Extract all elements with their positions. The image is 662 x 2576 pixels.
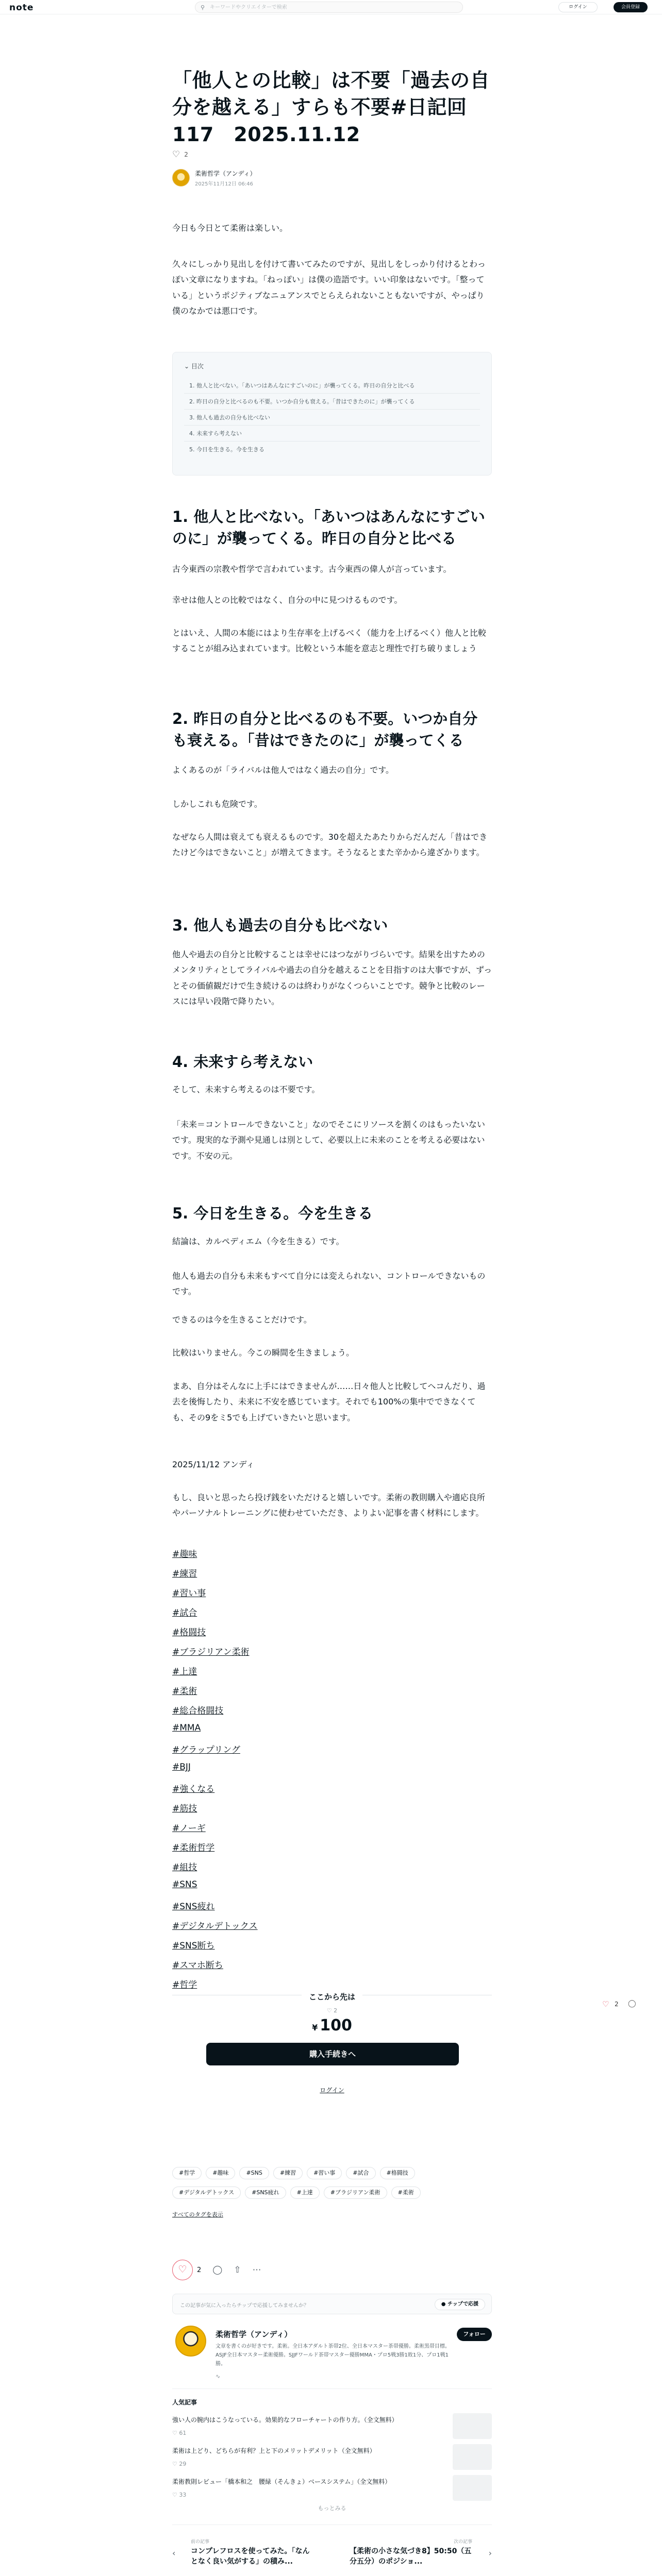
prev-label: 前の記事 [191, 2539, 210, 2545]
section-paragraph: 他人や過去の自分と比較することは幸せにはつながりづらいです。結果を出すためのメンタリティとしてライバルや過去の自分を越えることを目指すのは大事ですが、ずっとその価値観だけで生き続けるのは終わりがなくつらいことです。競争と比較のレースには早い段階で降りたい。 [172, 950, 492, 1007]
note-logo[interactable]: note [9, 3, 34, 13]
hashtag-link[interactable]: #試合 [172, 1608, 197, 1618]
divider [172, 2388, 492, 2389]
currency-symbol: ¥ [312, 2023, 318, 2032]
coin-icon: ● [441, 2301, 446, 2307]
popular-item[interactable] [172, 2444, 492, 2475]
more-link[interactable]: もっとみる [318, 2505, 346, 2512]
section-paragraph: 他人も過去の自分も未来もすべて自分には変えられない、コントロールできないものです。 [172, 1271, 486, 1297]
heart-icon[interactable]: ♡ [172, 149, 180, 160]
tag-pill[interactable]: #SNS [239, 2167, 269, 2179]
section-heading-3: 3. 他人も過去の自分も比べない [172, 917, 388, 934]
toc-heading[interactable] [184, 362, 480, 370]
hashtag-link[interactable]: #上達 [172, 1667, 197, 1677]
section-paragraph: なぜなら人間は衰えても衰えるものです。30を超えたあたりからだんだん「昔はできたけど今はできないこと」が増えてきます。そうなるとまた辛かから違ざかります。 [172, 832, 488, 858]
tip-button-label: チップで応援 [448, 2301, 478, 2307]
prev-article-title[interactable]: コンプレフロスを使ってみた。「なんとなく良い気がする」の積み... [191, 2547, 310, 2566]
tag-pill[interactable]: #デジタルデトックス [172, 2187, 241, 2199]
action-row [172, 2260, 492, 2280]
divider [172, 2524, 492, 2525]
hashtag-link[interactable]: #柔術 [172, 1686, 197, 1697]
popular-item-title[interactable]: 柔術教則レビュー「橋本和之 腰緑（そんきょ）ベースシステム」（全文無料） [172, 2478, 391, 2485]
search-icon: ⚲ [201, 4, 205, 11]
comment-icon[interactable]: ◯ [212, 2265, 223, 2275]
tag-pill[interactable]: #試合 [346, 2167, 375, 2179]
popular-item-thumbnail[interactable] [453, 2444, 492, 2470]
floating-like-count: 2 [615, 2001, 619, 2008]
tag-pill[interactable]: #SNS疲れ [245, 2187, 286, 2199]
section-paragraph: まあ、自分はそんなに上手にはできませんが……日々他人と比較してヘコんだり、過去を後悔したり、未来に不安を感じています。それでも100%の集中でできなくても、その9をミ5でも上げていきたいと思います。 [172, 1381, 486, 1422]
popular-heading: 人気記事 [172, 2399, 197, 2406]
popular-item-title[interactable]: 強い人の腕内はこうなっている。効果的なフローチャートの作り方。（全文無料） [172, 2416, 398, 2424]
tag-pill[interactable]: #柔術 [391, 2187, 421, 2199]
signup-button[interactable]: 会員登録 [614, 2, 648, 12]
tip-box [172, 2294, 492, 2314]
hashtag-link[interactable]: #ノーギ [172, 1823, 206, 1834]
paywall-label [172, 1991, 492, 2002]
rss-icon[interactable]: ∿ [216, 2373, 221, 2380]
popular-like-count: 29 [179, 2461, 187, 2467]
price-value: 100 [320, 2016, 352, 2035]
section-paragraph: とはいえ、人間の本能にはより生存率を上げるべく（能力を上げるべく）他人と比較することが組み込まれています。比較という本能を意志と理性で打ち破りましょう [172, 628, 486, 654]
hashtag-link[interactable]: #デジタルデトックス [172, 1921, 258, 1931]
hashtag-link[interactable]: #趣味 [172, 1549, 197, 1560]
section-paragraph: できるのは今を生きることだけです。 [172, 1315, 312, 1325]
hashtag-link[interactable]: #組技 [172, 1862, 197, 1873]
popular-like-count: 61 [179, 2430, 187, 2436]
publish-date: 2025年11月12日 06:46 [195, 181, 253, 187]
section-paragraph: 「未来＝コントロールできないこと」なのでそこにリソースを割くのはもったいないです。現実的な予測や見通しは別として、必要以上に未来のことを考える必要はないです。不安の元。 [172, 1120, 485, 1161]
author-avatar[interactable] [172, 169, 190, 187]
hashtag-link[interactable]: #総合格闘技 [172, 1706, 224, 1716]
next-article-title[interactable]: 【柔術の小さな気づき8】50:50（五分五分）のポジショ... [350, 2547, 472, 2566]
hashtag-link[interactable]: #グラップリング [172, 1745, 240, 1755]
popular-item-likes: ♡ 61 [172, 2430, 187, 2436]
hashtag-link[interactable]: #柔術哲学 [172, 1843, 215, 1853]
tag-pill[interactable]: #哲学 [172, 2167, 202, 2179]
tag-pill-row [172, 2187, 492, 2199]
popular-item[interactable] [172, 2413, 492, 2444]
section-heading-5: 5. 今日を生きる。今を生きる [172, 1205, 373, 1222]
section-paragraph: よくあるのが「ライバルは他人ではなく過去の自分」です。 [172, 765, 394, 775]
tag-pill[interactable]: #ブラジリアン柔術 [324, 2187, 387, 2199]
prev-next-nav [172, 2537, 492, 2573]
hashtag-link[interactable]: #格闘技 [172, 1628, 206, 1638]
section-paragraph: 古今東西の宗教や哲学で言われています。古今東西の偉人が言っています。 [172, 564, 452, 574]
hashtag-link[interactable]: #習い事 [172, 1588, 206, 1599]
like-count: 2 [197, 2266, 202, 2274]
like-button[interactable] [172, 2260, 193, 2280]
profile-name[interactable]: 柔術哲学（アンディ） [216, 2330, 292, 2339]
toc-item[interactable]: 5. 今日を生きる。今を生きる [189, 446, 264, 453]
author-profile [172, 2326, 492, 2382]
hashtag-link[interactable]: #ブラジリアン柔術 [172, 1647, 250, 1657]
author-row [172, 167, 492, 188]
tag-pill[interactable]: #趣味 [206, 2167, 235, 2179]
tag-pill-row [172, 2167, 492, 2179]
profile-bio: 文章を書くのが好きです。柔術。全日本アダルト茶帯2位、全日本マスター茶帯優勝。柔術黒帯目標。ASJF全日本マスター柔術優勝。SJJFワールド茶帯マスター優勝MMA・プロ5戦3勝1敗1分、プロ1戦1勝。 [216, 2344, 450, 2367]
section-heading-1: 1. 他人と比べない。「あいつはあんなにすごいのに」が襲ってくる。昨日の自分と比べる [172, 508, 485, 548]
toc-item[interactable]: 1. 他人と比べない。「あいつはあんなにすごいのに」が襲ってくる。昨日の自分と比べる [184, 378, 480, 394]
popular-item[interactable] [172, 2475, 492, 2506]
chevron-down-icon: ⌄ [184, 363, 190, 370]
paywall-likes: ♡ 2 [326, 2007, 338, 2014]
author-name[interactable]: 柔術哲学（アンディ） [195, 170, 256, 177]
share-icon[interactable]: ⇧ [234, 2265, 241, 2275]
comment-icon[interactable]: ◯ [628, 1999, 636, 2008]
popular-like-count: 33 [179, 2492, 187, 2498]
tag-pill[interactable]: #習い事 [307, 2167, 342, 2179]
section-heading-4: 4. 未来すら考えない [172, 1053, 313, 1071]
signature-line: 2025/11/12 アンディ [172, 1460, 255, 1469]
intro-paragraph-2: 久々にしっかり見出しを付けて書いてみたのですが、見出しをしっかり付けるとわっぽい文章になりますね。「ねっぽい」は僕の造語です。いい印象はないです。「整っている」というポジティブなニュアンスでとらえられないこともないですが、やっぱり僕のなかでは悪口です。 [172, 259, 486, 316]
author-avatar[interactable] [175, 2326, 206, 2357]
heart-icon[interactable]: ♡ [602, 1999, 609, 2009]
hashtag-link[interactable]: #BJJ [172, 1762, 191, 1772]
tip-text: この記事が気に入ったらチップで応援してみませんか？ [180, 2303, 309, 2309]
more-icon[interactable]: ⋯ [252, 2265, 261, 2275]
like-count: 2 [184, 151, 188, 158]
tag-pill[interactable]: #上達 [290, 2187, 320, 2199]
toc-item[interactable]: 3. 他人も過去の自分も比べない [184, 410, 480, 426]
like-summary [172, 149, 492, 160]
global-header [0, 0, 662, 14]
section-paragraph: 結論は、カルペディエム（今を生きる）です。 [172, 1236, 344, 1246]
hashtag-link[interactable]: #SNS断ち [172, 1941, 215, 1951]
hashtag-link[interactable]: #MMA [172, 1723, 201, 1733]
popular-item-thumbnail[interactable] [453, 2475, 492, 2501]
table-of-contents [172, 352, 492, 476]
paywall-label-text: ここから先は [302, 1992, 362, 2002]
section-paragraph: そして、未来すら考えるのは不要です。 [172, 1084, 320, 1094]
tip-button[interactable] [435, 2299, 485, 2310]
hashtag-link[interactable]: #SNS [172, 1879, 197, 1890]
follow-button[interactable]: フォロー [457, 2328, 492, 2341]
toc-heading-label: 目次 [191, 363, 204, 370]
popular-item-title[interactable]: 柔術は上どり、どちらが有利？上と下のメリットデメリット（全文無料） [172, 2447, 376, 2454]
section-paragraph: 幸せは他人との比較ではなく、自分の中に見つけるものです。 [172, 595, 403, 605]
hashtag-link[interactable]: #哲学 [172, 1980, 197, 1990]
section-paragraph: もし、良いと思ったら投げ銭をいただけると嬉しいです。柔術の教則購入や適応良所やパーソナルトレーニングに使わせていただき、よりよい記事を書く材料にします。 [172, 1493, 485, 1518]
popular-item-likes: ♡ 29 [172, 2461, 187, 2467]
all-tags-link[interactable]: すべてのタグを表示 [172, 2211, 223, 2218]
article-title: 「他人との比較」は不要「過去の自分を越える」すらも不要#日記回117 2025.11.12 [172, 69, 490, 146]
toc-item[interactable]: 2. 昨日の自分と比べるのも不要。いつか自分も衰える。「昔はできたのに」が襲ってくる [184, 394, 480, 410]
hashtag-link[interactable]: #SNS疲れ [172, 1902, 215, 1912]
section-paragraph: しかしこれも危険です。 [172, 799, 262, 809]
intro-paragraph-1: 今日も今日とて柔術は楽しい。 [172, 223, 288, 233]
section-heading-2: 2. 昨日の自分と比べるのも不要。いつか自分も衰える。「昔はできたのに」が襲ってくる [172, 710, 478, 750]
price [172, 2016, 492, 2035]
purchase-button[interactable]: 購入手続きへ [206, 2043, 459, 2065]
next-label: 次の記事 [454, 2539, 473, 2545]
tag-pill[interactable]: #練習 [273, 2167, 303, 2179]
paywall-login-link[interactable]: ログイン [320, 2087, 344, 2094]
chevron-right-icon[interactable]: › [488, 2548, 492, 2558]
toc-item[interactable]: 4. 未来すら考えない [184, 426, 480, 442]
hashtag-link[interactable]: #強くなる [172, 1784, 215, 1794]
popular-item-likes: ♡ 33 [172, 2492, 187, 2498]
section-paragraph: 比較はいりません。今この瞬間を生きましょう。 [172, 1348, 354, 1358]
tag-pill[interactable]: #格闘技 [380, 2167, 415, 2179]
login-button[interactable]: ログイン [558, 2, 598, 12]
search-bar[interactable] [195, 2, 463, 13]
heart-icon: ♡ [178, 2264, 187, 2275]
hashtag-link[interactable]: #スマホ断ち [172, 1960, 223, 1971]
hashtag-link[interactable]: #練習 [172, 1569, 197, 1579]
chevron-left-icon[interactable]: ‹ [172, 2548, 176, 2558]
search-input[interactable] [210, 4, 452, 11]
hashtag-link[interactable]: #筋技 [172, 1804, 197, 1814]
popular-item-thumbnail[interactable] [453, 2413, 492, 2439]
